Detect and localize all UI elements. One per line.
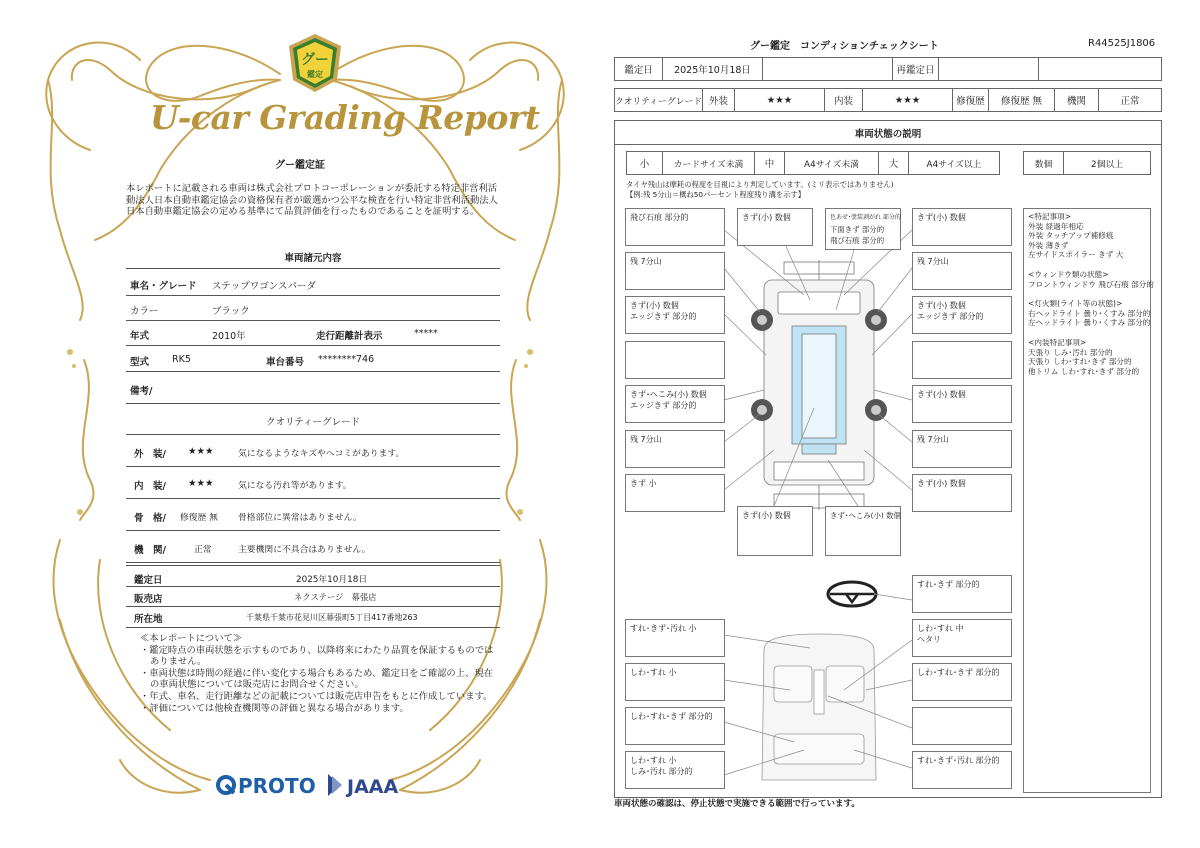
certificate-intro: 本レポートに記載される車両は株式会社プロトコーポレーションが委託する特定非営利活動法人日本自動車鑑定協会の資格保有者が厳選かつ公平な検査を行い特定非営利活動法人日本自動車鑑定協会の定める基準にて品質評価を行ったものであることを証明する。 xyxy=(126,183,498,217)
spec-header: 車両諸元内容 xyxy=(284,253,342,264)
history-label: 修復歴 xyxy=(953,89,989,111)
appraisal-date-row xyxy=(614,57,1162,81)
certificate-title: グー鑑定証 xyxy=(275,160,325,171)
callout-ext-right-7: きず(小) 数個 xyxy=(912,474,1012,512)
count-label: 数個 xyxy=(1024,152,1064,174)
redate-label: 再鑑定日 xyxy=(893,58,939,80)
history-value: 修復歴 無 xyxy=(989,89,1055,111)
callout-int-right-4 xyxy=(912,707,1012,745)
exterior-stars: ★★★ xyxy=(735,89,825,111)
spec-row-color xyxy=(126,296,500,321)
callout-int-left-4: しわ･すれ 小 しみ･汚れ 部分的 xyxy=(625,751,725,789)
quality-row-frame xyxy=(126,499,500,531)
engine-label: 機関 xyxy=(1055,89,1099,111)
jaaa-logo-text: JAAA xyxy=(347,776,399,798)
frame-comment: 骨格部位に異常はありません。 xyxy=(238,513,362,523)
callout-ext-left-3: きず(小) 数個 エッジきず 部分的 xyxy=(625,296,725,334)
sheet-id: R44525J1806 xyxy=(1088,38,1156,49)
date-value: 2025年10月18日 xyxy=(296,575,368,585)
chassis-value: ********746 xyxy=(318,354,375,365)
callout-ext-bottom-1: きず(小) 数個 xyxy=(737,506,813,556)
interior-label: 内 装/ xyxy=(134,481,166,492)
quality-grade-row xyxy=(614,88,1162,112)
shop-label: 販売店 xyxy=(134,594,163,605)
divider xyxy=(126,268,500,269)
engine-value: 正常 xyxy=(1120,96,1140,107)
callout-ext-left-7: きず 小 xyxy=(625,474,725,512)
quality-header: クオリティーグレード xyxy=(265,417,361,428)
spec-row-remarks xyxy=(126,374,500,404)
year-label: 年式 xyxy=(130,331,150,342)
sheet-footer-note: 車両状態の確認は、停止状態で実施できる範囲で行っています。 xyxy=(614,799,860,809)
name-label: 車名・グレード xyxy=(130,281,197,292)
engine-value: 正常 xyxy=(194,545,212,555)
empty-cell xyxy=(1039,58,1161,80)
note-item: ・車両状態は時間の経過に伴い変化する場合もあるため、鑑定日をご確認の上、現在の車両状態については販売店にお問合せください。 xyxy=(140,667,493,691)
empty-cell xyxy=(763,58,893,80)
svg-text:グー: グー xyxy=(301,52,329,68)
callout-ext-bottom-2: きず･へこみ(小) 数個 xyxy=(825,506,901,556)
interior-label: 内装 xyxy=(825,89,863,111)
color-value: ブラック xyxy=(212,306,250,317)
model-value: RK5 xyxy=(172,354,191,365)
callout-int-left-3: しわ･すれ･きず 部分的 xyxy=(625,707,725,745)
steering-wheel-icon xyxy=(828,582,876,606)
chassis-label: 車台番号 xyxy=(266,357,305,368)
engine-label: 機 関/ xyxy=(134,545,166,556)
spec-row-model xyxy=(126,347,500,372)
address-value: 千葉県千葉市花見川区幕張町5丁目417番地263 xyxy=(246,613,418,622)
remarks-label: 備考/ xyxy=(130,386,153,397)
svg-text:鑑定: 鑑定 xyxy=(307,70,323,79)
callout-ext-right-2: 残 7分山 xyxy=(912,252,1012,290)
callout-ext-left-1: 飛び石痕 部分的 xyxy=(625,208,725,246)
callout-ext-right-6: 残 7分山 xyxy=(912,430,1012,468)
proto-logo-text: PROTO xyxy=(238,774,316,798)
interior-stars: ★★★ xyxy=(188,478,214,489)
goo-appraisal-badge-icon xyxy=(287,32,343,94)
quality-label: クオリティーグレード xyxy=(615,89,703,111)
engine-comment: 主要機関に不具合はありません。 xyxy=(238,545,371,555)
desc-header: 車両状態の説明 xyxy=(615,121,1161,145)
spec-row-name xyxy=(126,271,500,296)
note-item: ・鑑定時点の車両状態を示すものであり、以降将来にわたり品質を保証するものではありません。 xyxy=(140,644,494,668)
exterior-label: 外装 xyxy=(703,89,735,111)
callout-ext-top-2: 色あせ･塗装剥がれ 部分的 下面きず 部分的 飛び石痕 部分的 xyxy=(825,208,901,250)
callout-ext-right-3: きず(小) 数個 エッジきず 部分的 xyxy=(912,296,1012,334)
callout-ext-right-1: きず(小) 数個 xyxy=(912,208,1012,246)
exterior-stars: ★★★ xyxy=(188,446,214,457)
quality-row-interior xyxy=(126,467,500,499)
odometer-label: 走行距離計表示 xyxy=(316,331,383,342)
model-label: 型式 xyxy=(130,357,150,368)
address-label: 所在地 xyxy=(134,614,163,625)
date-label: 鑑定日 xyxy=(134,575,163,586)
exterior-comment: 気になるようなキズやヘコミがあります。 xyxy=(238,449,405,459)
legend-small: 小 xyxy=(627,152,663,174)
name-value: ステップワゴンスパーダ xyxy=(212,281,317,292)
callout-ext-left-2: 残 7分山 xyxy=(625,252,725,290)
special-notes: <特記事項> 外装 経過年相応 外装 タッチアップ補修痕 外装 薄きず 左サイドスポイラー きず 大 <ウィンドウ類の状態> フロントウィンドウ 飛び石痕 部分的 <灯火類(ライト等の状態)> 右ヘッドライト 曇り･くすみ 部分的 左ヘッドライト 曇り･くすみ 部分的 <内装特記事項> 天張り しみ･汚れ 部分的 天張り しわ･すれ･きず 部分的 他トリム しわ･すれ･きず 部分的 xyxy=(1023,208,1151,793)
callout-ext-right-5: きず(小) 数個 xyxy=(912,385,1012,423)
odometer-value: ***** xyxy=(414,328,438,339)
callout-int-left-2: しわ･すれ 小 xyxy=(625,663,725,701)
year-value: 2010年 xyxy=(212,331,246,342)
shop-value: ネクステージ 幕張店 xyxy=(294,592,377,602)
callout-ext-right-4 xyxy=(912,341,1012,379)
legend-small-desc: カードサイズ未満 xyxy=(663,152,755,174)
callout-ext-left-6: 残 7分山 xyxy=(625,430,725,468)
callout-int-right-3: しわ･すれ･きず 部分的 xyxy=(912,663,1012,701)
spec-row-year xyxy=(126,321,500,346)
jaaa-logo-icon xyxy=(328,774,342,796)
frame-value: 修復歴 無 xyxy=(180,513,218,523)
info-row-shop xyxy=(126,587,500,607)
quality-row-engine xyxy=(126,531,500,563)
tire-example: 【例:残 5分山＝概ね50パーセント程度残り溝を示す】 xyxy=(626,190,806,199)
callout-ext-top-1: きず(小) 数個 xyxy=(737,208,813,246)
interior-stars: ★★★ xyxy=(863,89,953,111)
note-item: ・年式、車名、走行距離などの記載については販売店申告をもとに作成しています。 xyxy=(140,690,493,702)
sponsor-logos xyxy=(216,770,416,800)
tire-note: タイヤ残山は摩耗の程度を目視により判定しています。(ミリ表示ではありません) xyxy=(626,180,894,189)
frame-label: 骨 格/ xyxy=(134,513,166,524)
count-legend xyxy=(1023,151,1151,175)
size-legend xyxy=(626,151,1000,175)
proto-logo-icon xyxy=(218,777,234,793)
callout-int-right-2: しわ･すれ 中 ヘタリ xyxy=(912,619,1012,657)
legend-medium-desc: A4サイズ未満 xyxy=(785,152,879,174)
callout-int-right-1: すれ･きず 部分的 xyxy=(912,575,1012,613)
legend-large: 大 xyxy=(879,152,909,174)
callout-int-right-5: すれ･きず･汚れ 部分的 xyxy=(912,751,1012,789)
info-row-date xyxy=(126,565,500,587)
legend-medium: 中 xyxy=(755,152,785,174)
count-value: 2個以上 xyxy=(1091,159,1123,170)
date-value: 2025年10月18日 xyxy=(663,58,763,80)
color-label: カラー xyxy=(130,306,159,317)
report-script-title: U-car Grading Report xyxy=(150,98,540,137)
callout-ext-left-4 xyxy=(625,341,725,379)
report-notes xyxy=(140,633,500,714)
interior-comment: 気になる汚れ等があります。 xyxy=(238,481,352,491)
date-label: 鑑定日 xyxy=(615,58,663,80)
info-row-address xyxy=(126,607,500,628)
legend-large-desc: A4サイズ以上 xyxy=(926,159,982,170)
notes-title: ≪本レポートについて≫ xyxy=(140,633,243,644)
redate-value xyxy=(939,58,1039,80)
note-item: ・評価については他検査機関等の評価と異なる場合があります。 xyxy=(140,702,409,714)
callout-ext-left-5: きず･へこみ(小) 数個 エッジきず 部分的 xyxy=(625,385,725,423)
exterior-label: 外 装/ xyxy=(134,449,166,460)
quality-row-exterior xyxy=(126,435,500,467)
sheet-title: グー鑑定 コンディションチェックシート xyxy=(750,41,939,52)
callout-int-left-1: すれ･きず･汚れ 小 xyxy=(625,619,725,657)
